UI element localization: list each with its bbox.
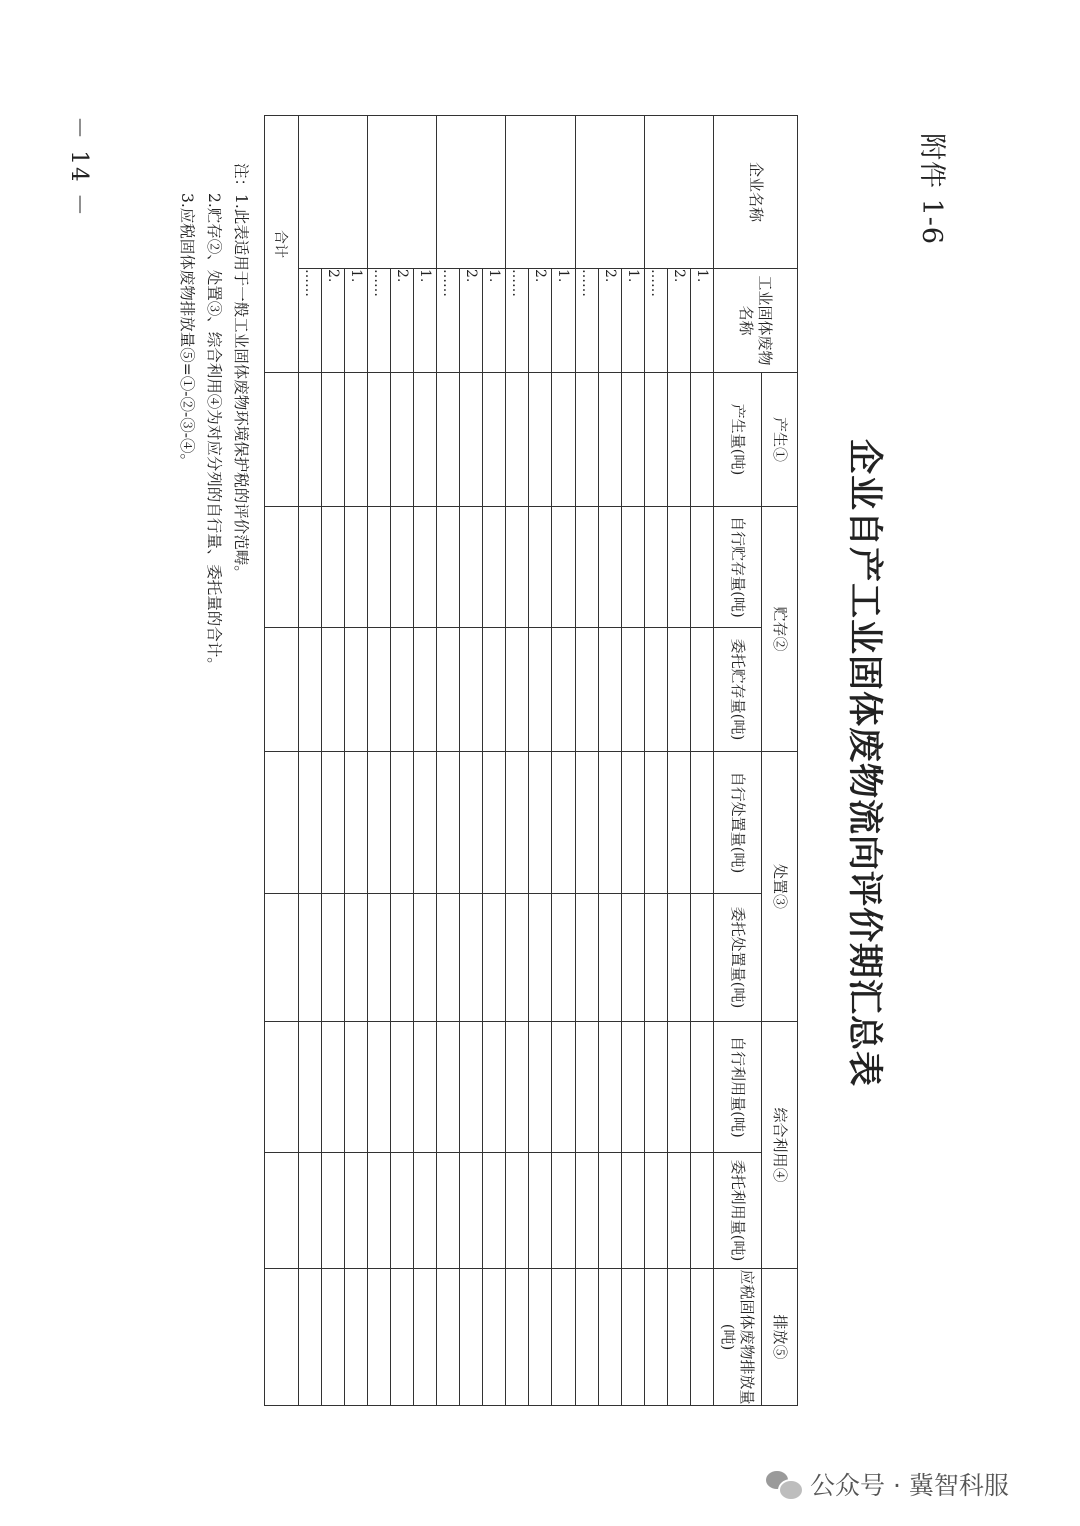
amount-cell	[552, 507, 575, 628]
amount-cell	[367, 507, 390, 628]
amount-cell	[598, 1269, 621, 1406]
amount-cell	[621, 1153, 644, 1269]
amount-cell	[621, 1022, 644, 1153]
waste-name-cell: 1.	[483, 269, 506, 373]
table-row	[413, 116, 436, 1406]
amount-cell	[413, 1153, 436, 1269]
amount-cell	[321, 1022, 344, 1153]
amount-cell	[390, 507, 413, 628]
amount-cell	[667, 628, 690, 752]
header-emission-amount: 应税固体废物排放量(吨)	[714, 1269, 762, 1406]
amount-cell	[575, 1153, 598, 1269]
amount-cell	[552, 752, 575, 894]
table-row	[367, 116, 390, 1406]
amount-cell	[644, 894, 667, 1022]
header-storage-entrust: 委托贮存量(吨)	[714, 628, 762, 752]
amount-cell	[483, 752, 506, 894]
amount-cell	[298, 894, 321, 1022]
amount-cell	[437, 373, 460, 507]
amount-cell	[367, 628, 390, 752]
note-line: 3.应税固体废物排放量⑤=①-②-③-④。	[178, 193, 196, 469]
waste-name-cell: ……	[367, 269, 390, 373]
waste-name-cell: ……	[644, 269, 667, 373]
amount-cell	[667, 894, 690, 1022]
amount-cell	[437, 628, 460, 752]
header-emission-group: 排放⑤	[762, 1269, 798, 1406]
attachment-label: 附件 1-6	[916, 133, 947, 246]
amount-cell	[575, 752, 598, 894]
amount-cell	[413, 628, 436, 752]
amount-cell	[413, 752, 436, 894]
amount-cell	[506, 1022, 529, 1153]
amount-cell	[621, 628, 644, 752]
amount-cell	[690, 373, 713, 507]
amount-cell	[321, 373, 344, 507]
amount-cell	[575, 628, 598, 752]
amount-cell	[483, 1022, 506, 1153]
amount-cell	[552, 894, 575, 1022]
amount-cell	[552, 1153, 575, 1269]
summary-table	[264, 115, 798, 1406]
amount-cell	[598, 894, 621, 1022]
page-title: 企业自产工业固体废物流向评价期汇总表	[844, 438, 884, 1087]
table-row	[621, 116, 644, 1406]
amount-cell	[598, 507, 621, 628]
table-row	[644, 116, 667, 1406]
waste-name-cell: ……	[506, 269, 529, 373]
company-cell	[367, 116, 436, 269]
header-disposal-self: 自行处置量(吨)	[714, 752, 762, 894]
amount-cell	[621, 1269, 644, 1406]
header-waste-name: 工业固体废物名称	[714, 269, 798, 373]
amount-cell	[644, 752, 667, 894]
amount-cell	[321, 1153, 344, 1269]
amount-cell	[644, 1153, 667, 1269]
waste-name-cell: 1.	[344, 269, 367, 373]
amount-cell	[575, 1269, 598, 1406]
amount-cell	[413, 894, 436, 1022]
amount-cell	[460, 752, 483, 894]
watermark	[766, 1462, 1009, 1506]
amount-cell	[298, 1269, 321, 1406]
amount-cell	[690, 628, 713, 752]
company-cell	[506, 116, 575, 269]
amount-cell	[298, 1022, 321, 1153]
amount-cell	[575, 507, 598, 628]
total-amount-cell	[265, 628, 299, 752]
total-amount-cell	[265, 1153, 299, 1269]
amount-cell	[529, 507, 552, 628]
amount-cell	[621, 373, 644, 507]
amount-cell	[321, 894, 344, 1022]
amount-cell	[575, 373, 598, 507]
amount-cell	[298, 628, 321, 752]
amount-cell	[598, 1022, 621, 1153]
amount-cell	[529, 752, 552, 894]
amount-cell	[344, 628, 367, 752]
amount-cell	[667, 752, 690, 894]
amount-cell	[529, 628, 552, 752]
amount-cell	[344, 1269, 367, 1406]
waste-name-cell: 1.	[621, 269, 644, 373]
amount-cell	[437, 752, 460, 894]
amount-cell	[437, 894, 460, 1022]
amount-cell	[644, 628, 667, 752]
waste-name-cell: 2.	[667, 269, 690, 373]
waste-name-cell: 1.	[690, 269, 713, 373]
amount-cell	[413, 1022, 436, 1153]
amount-cell	[298, 1153, 321, 1269]
table-body	[265, 116, 714, 1406]
amount-cell	[321, 1269, 344, 1406]
amount-cell	[529, 1153, 552, 1269]
table-row	[575, 116, 598, 1406]
amount-cell	[644, 373, 667, 507]
amount-cell	[390, 1269, 413, 1406]
amount-cell	[483, 1153, 506, 1269]
amount-cell	[506, 507, 529, 628]
amount-cell	[644, 1022, 667, 1153]
amount-cell	[667, 1153, 690, 1269]
amount-cell	[506, 894, 529, 1022]
notes	[173, 163, 254, 673]
waste-name-cell: 2.	[390, 269, 413, 373]
waste-name-cell: 2.	[321, 269, 344, 373]
amount-cell	[690, 1269, 713, 1406]
header-produce-amount: 产生量(吨)	[714, 373, 762, 507]
amount-cell	[644, 507, 667, 628]
amount-cell	[667, 1269, 690, 1406]
amount-cell	[506, 1269, 529, 1406]
waste-name-cell: ……	[298, 269, 321, 373]
amount-cell	[552, 1269, 575, 1406]
amount-cell	[690, 1022, 713, 1153]
waste-name-cell: 2.	[460, 269, 483, 373]
table-row	[344, 116, 367, 1406]
note-line: 注：1.此表适用于一般工业固体废物环境保护税的评价范畴。	[232, 163, 250, 581]
header-utilize-group: 综合利用④	[762, 1022, 798, 1269]
table-row	[298, 116, 321, 1406]
amount-cell	[529, 894, 552, 1022]
amount-cell	[321, 752, 344, 894]
amount-cell	[367, 1153, 390, 1269]
amount-cell	[552, 628, 575, 752]
amount-cell	[460, 1022, 483, 1153]
waste-name-cell: ……	[575, 269, 598, 373]
amount-cell	[344, 1153, 367, 1269]
amount-cell	[298, 373, 321, 507]
waste-name-cell: 1.	[413, 269, 436, 373]
amount-cell	[390, 373, 413, 507]
amount-cell	[344, 894, 367, 1022]
amount-cell	[460, 628, 483, 752]
amount-cell	[621, 894, 644, 1022]
table-row	[483, 116, 506, 1406]
amount-cell	[344, 373, 367, 507]
amount-cell	[460, 1269, 483, 1406]
amount-cell	[367, 752, 390, 894]
company-cell	[644, 116, 713, 269]
header-utilize-self: 自行利用量(吨)	[714, 1022, 762, 1153]
table-row	[598, 116, 621, 1406]
amount-cell	[552, 373, 575, 507]
amount-cell	[552, 1022, 575, 1153]
table-row	[667, 116, 690, 1406]
amount-cell	[598, 752, 621, 894]
amount-cell	[413, 373, 436, 507]
waste-name-cell: 1.	[552, 269, 575, 373]
amount-cell	[644, 1269, 667, 1406]
amount-cell	[367, 373, 390, 507]
amount-cell	[460, 894, 483, 1022]
total-amount-cell	[265, 1022, 299, 1153]
header-storage-group: 贮存②	[762, 507, 798, 752]
amount-cell	[575, 894, 598, 1022]
amount-cell	[390, 628, 413, 752]
amount-cell	[690, 894, 713, 1022]
amount-cell	[575, 1022, 598, 1153]
amount-cell	[598, 373, 621, 507]
amount-cell	[690, 752, 713, 894]
amount-cell	[437, 1022, 460, 1153]
amount-cell	[390, 894, 413, 1022]
waste-name-cell: 2.	[598, 269, 621, 373]
amount-cell	[483, 628, 506, 752]
amount-cell	[529, 1269, 552, 1406]
table-row	[460, 116, 483, 1406]
amount-cell	[506, 752, 529, 894]
table-row	[437, 116, 460, 1406]
company-cell	[298, 116, 367, 269]
amount-cell	[667, 507, 690, 628]
table-row	[529, 116, 552, 1406]
table-row	[552, 116, 575, 1406]
amount-cell	[506, 1153, 529, 1269]
page-number: － 14 －	[66, 116, 92, 218]
amount-cell	[437, 507, 460, 628]
table-row	[690, 116, 713, 1406]
amount-cell	[413, 507, 436, 628]
amount-cell	[690, 1153, 713, 1269]
amount-cell	[367, 1269, 390, 1406]
amount-cell	[344, 507, 367, 628]
amount-cell	[437, 1153, 460, 1269]
amount-cell	[483, 1269, 506, 1406]
amount-cell	[390, 1153, 413, 1269]
amount-cell	[483, 373, 506, 507]
amount-cell	[437, 1269, 460, 1406]
amount-cell	[483, 507, 506, 628]
amount-cell	[667, 1022, 690, 1153]
table-row	[321, 116, 344, 1406]
note-line: 2.贮存②、处置③、综合利用④为对应分列的自行量、委托量的合计。	[205, 193, 223, 673]
total-amount-cell	[265, 507, 299, 628]
amount-cell	[367, 894, 390, 1022]
amount-cell	[690, 507, 713, 628]
amount-cell	[460, 507, 483, 628]
header-produce-group: 产生①	[762, 373, 798, 507]
waste-name-cell: 2.	[529, 269, 552, 373]
company-cell	[437, 116, 506, 269]
table-row	[506, 116, 529, 1406]
amount-cell	[321, 628, 344, 752]
amount-cell	[413, 1269, 436, 1406]
header-utilize-entrust: 委托利用量(吨)	[714, 1153, 762, 1269]
table-row	[390, 116, 413, 1406]
total-amount-cell	[265, 894, 299, 1022]
amount-cell	[529, 373, 552, 507]
amount-cell	[598, 1153, 621, 1269]
amount-cell	[460, 1153, 483, 1269]
amount-cell	[621, 752, 644, 894]
amount-cell	[390, 1022, 413, 1153]
company-cell	[575, 116, 644, 269]
waste-name-cell: ……	[437, 269, 460, 373]
amount-cell	[667, 373, 690, 507]
total-label: 合计	[265, 116, 299, 373]
amount-cell	[344, 1022, 367, 1153]
wechat-icon	[766, 1469, 802, 1499]
amount-cell	[460, 373, 483, 507]
amount-cell	[298, 752, 321, 894]
amount-cell	[529, 1022, 552, 1153]
amount-cell	[321, 507, 344, 628]
total-amount-cell	[265, 752, 299, 894]
amount-cell	[390, 752, 413, 894]
amount-cell	[621, 507, 644, 628]
amount-cell	[506, 628, 529, 752]
watermark-text: 公众号 · 冀智科服	[810, 1471, 1009, 1500]
total-amount-cell	[265, 1269, 299, 1406]
total-row	[265, 116, 299, 1406]
total-amount-cell	[265, 373, 299, 507]
header-storage-self: 自行贮存量(吨)	[714, 507, 762, 628]
amount-cell	[344, 752, 367, 894]
header-disposal-group: 处置③	[762, 752, 798, 1022]
amount-cell	[506, 373, 529, 507]
amount-cell	[298, 507, 321, 628]
header-company: 企业名称	[714, 116, 798, 269]
amount-cell	[367, 1022, 390, 1153]
amount-cell	[483, 894, 506, 1022]
amount-cell	[598, 628, 621, 752]
header-disposal-entrust: 委托处置量(吨)	[714, 894, 762, 1022]
